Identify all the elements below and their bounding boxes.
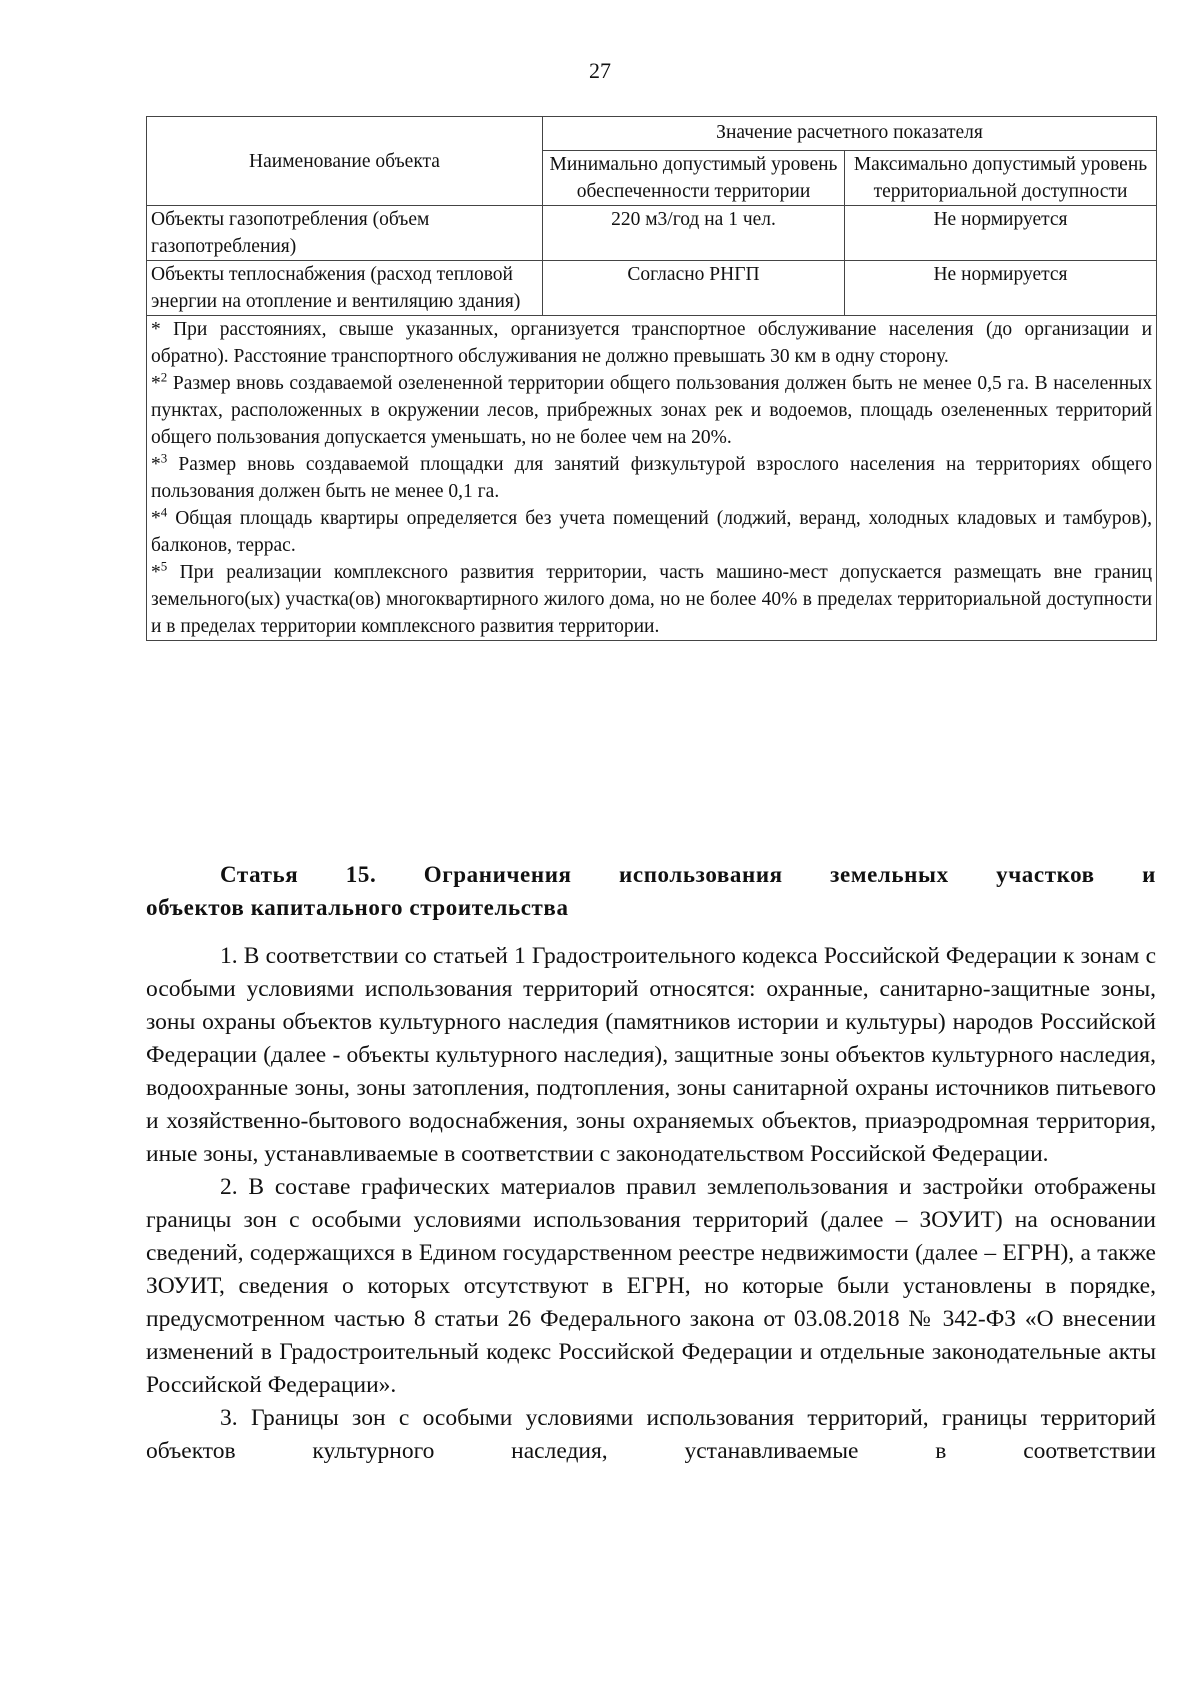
article-title: [146, 858, 1156, 924]
footnote: [151, 316, 1152, 370]
footnote-number: 5: [160, 558, 168, 574]
row-min-value: 220 м3/год на 1 чел.: [543, 206, 845, 261]
footnote-mark: *: [151, 373, 161, 394]
page-number: 27: [589, 58, 611, 83]
footnote-mark: *: [151, 562, 161, 583]
article-title-line-1: Статья 15. Ограничения использования земельных участков и: [220, 862, 1156, 887]
paragraph: 2. В составе графических материалов правил землепользования и застройки отображены границы зон с особыми условиями использования территорий (далее – ЗОУИТ) на основании сведений, содержащихся в Едином государственном реестре недвижимости (далее – ЕГРН), а также ЗОУИТ, сведения о которых отсутствуют в ЕГРН, но которые были установлены в порядке, предусмотренном частью 8 статьи 26 Федерального закона от 03.08.2018 № 342-ФЗ «О внесении изменений в Градостроительный кодекс Российской Федерации и отдельные законодательные акты Российской Федерации».: [146, 1174, 1156, 1398]
row-min-value: Согласно РНГП: [543, 261, 845, 316]
article-title-line-2: объектов капитального строительства: [146, 895, 569, 920]
row-max-value: Не нормируется: [845, 206, 1157, 261]
header-indicator-value: Значение расчетного показателя: [543, 117, 1157, 151]
row-name: Объекты газопотребления (объем газопотребления): [147, 206, 543, 261]
footnote-number: 4: [160, 504, 168, 520]
header-max-level: Максимально допустимый уровень территориальной доступности: [845, 151, 1157, 206]
footnote: [151, 451, 1152, 505]
footnote-text: При реализации комплексного развития территории, часть машино-мест допускается размещать вне границ земельного(ых) участка(ов) многоквартирного жилого дома, но не более 40% в пределах территориальной доступности и в пределах территории комплексного развития территории.: [151, 562, 1153, 637]
paragraph: 3. Границы зон с особыми условиями использования территорий, границы территорий объектов культурного наследия, устанавливаемые в соответствии: [146, 1405, 1156, 1464]
footnote-text: Общая площадь квартиры определяется без учета помещений (лоджий, веранд, холодных кладовых и тамбуров), балконов, террас.: [151, 508, 1153, 556]
footnote: [151, 559, 1152, 640]
footnote-number: 3: [160, 450, 168, 466]
table-notes: [147, 316, 1157, 641]
row-max-value: Не нормируется: [845, 261, 1157, 316]
paragraph: 1. В соответствии со статьей 1 Градостроительного кодекса Российской Федерации к зонам с особыми условиями использования территорий относятся: охранные, санитарно-защитные зоны, зоны охраны объектов культурного наследия (памятников истории и культуры) народов Российской Федерации (далее - объекты культурного наследия), защитные зоны объектов культурного наследия, водоохранные зоны, зоны затопления, подтопления, зоны санитарной охраны источников питьевого и хозяйственно-бытового водоснабжения, зоны охраняемых объектов, приаэродромная территория, иные зоны, устанавливаемые в соответствии с законодательством Российской Федерации.: [146, 943, 1156, 1167]
header-min-level: Минимально допустимый уровень обеспеченности территории: [543, 151, 845, 206]
footnote-mark: *: [151, 454, 161, 475]
norms-table: [146, 116, 1157, 641]
table-notes-row: [147, 316, 1157, 641]
footnote: [151, 505, 1152, 559]
footnote-number: 2: [160, 369, 168, 385]
footnote-text: Размер вновь создаваемой площадки для занятий физкультурой взрослого населения на территориях общего пользования должен быть не менее 0,1 га.: [151, 454, 1153, 502]
table-row: [147, 261, 1157, 316]
footnote: [151, 370, 1152, 451]
table-header-row: [147, 117, 1157, 151]
article-body: [146, 940, 1156, 1468]
header-object-name: Наименование объекта: [147, 117, 543, 206]
row-name: Объекты теплоснабжения (расход тепловой энергии на отопление и вентиляцию здания): [147, 261, 543, 316]
footnote-text: Размер вновь создаваемой озелененной территории общего пользования должен быть не менее 0,5 га. В населенных пунктах, расположенных в окружении лесов, прибрежных зонах рек и водоемов, площадь озелененных территорий общего пользования допускается уменьшать, но не более чем на 20%.: [151, 373, 1153, 448]
footnote-mark: *: [151, 508, 161, 529]
table-row: [147, 206, 1157, 261]
footnote-mark: *: [151, 319, 161, 340]
footnote-text: При расстояниях, свыше указанных, организуется транспортное обслуживание населения (до организации и обратно). Расстояние транспортного обслуживания не должно превышать 30 км в одну сторону.: [151, 319, 1153, 367]
